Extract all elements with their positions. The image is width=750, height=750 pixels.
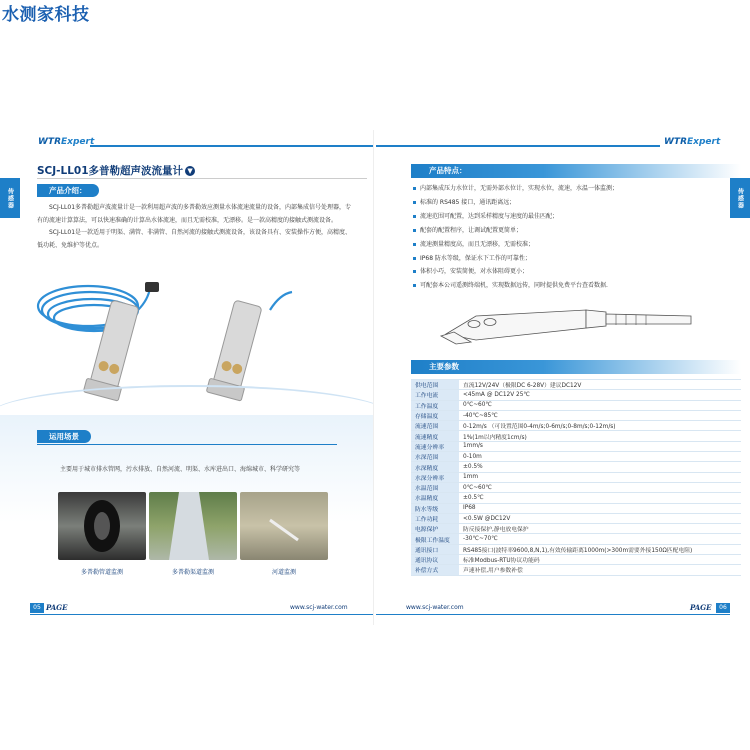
param-name: 通讯接口 bbox=[411, 544, 459, 554]
list-item: 流速测量精度高，而且无漂移，无需校准； bbox=[413, 238, 733, 252]
table-row bbox=[411, 462, 741, 472]
features-list bbox=[413, 182, 733, 293]
list-item: 内部集成压力水位计，无需外部水位计，实现水位，流速，水温一体监测； bbox=[413, 182, 733, 196]
params-title-bar bbox=[411, 360, 741, 374]
param-name: 极限工作温度 bbox=[411, 534, 459, 544]
application-text: 主要用于城市排水管网，污水排放、自然河流、明渠、水库进出口、海绵城市、科学研究等 bbox=[60, 466, 301, 473]
photo-caption: 河道监测 bbox=[271, 569, 296, 576]
product-title bbox=[37, 163, 195, 178]
wtr-logo: WTRExpert bbox=[38, 137, 95, 147]
right-page bbox=[376, 130, 750, 625]
param-value: 0℃~60℃ bbox=[459, 400, 741, 410]
param-value: IP68 bbox=[459, 503, 741, 513]
intro-paragraph: SCJ-LL01多普勒超声波流量计是一款利用超声波的多普勒效应测量水体流速流量的设备，内部集成信号处理器，专有的流速计算算法，可以快速准确的计算出水体流速，而且无需校准，无漂移。是一款高精度的接触式测流设备。 bbox=[37, 204, 352, 224]
table-row bbox=[411, 493, 741, 503]
param-value: 1%(1m以内精度1cm/s) bbox=[459, 431, 741, 441]
param-value: 0℃~60℃ bbox=[459, 482, 741, 492]
list-item: 配套的配置程序，让调试配置更简单； bbox=[413, 224, 733, 238]
intro-paragraph: SCJ-LL01是一款适用于明渠、满管、非满管、自然河流的接触式测流设备，该设备具有、安装操作方便，高精度、低功耗、免维护等优点。 bbox=[37, 229, 352, 249]
river-photo bbox=[240, 492, 328, 560]
param-name: 存储温度 bbox=[411, 410, 459, 420]
param-name: 水深精度 bbox=[411, 462, 459, 472]
param-name: 防水等级 bbox=[411, 503, 459, 513]
table-row bbox=[411, 431, 741, 441]
side-tab: 传感器 bbox=[0, 178, 20, 218]
table-row bbox=[411, 421, 741, 431]
param-value: 直流12V/24V（极限DC 6-28V）建议DC12V bbox=[459, 380, 741, 390]
table-row bbox=[411, 452, 741, 462]
table-row bbox=[411, 441, 741, 451]
param-value: RS485接口(波特率9600,8,N,1),有效传输距离1000m(>300m需要外接150Ω匹配电阻) bbox=[459, 544, 741, 554]
param-name: 水深范围 bbox=[411, 452, 459, 462]
param-name: 工作电流 bbox=[411, 390, 459, 400]
side-tab: 传感器 bbox=[730, 178, 750, 218]
table-row bbox=[411, 513, 741, 523]
param-value: 声速补偿,用户参数补偿 bbox=[459, 565, 741, 575]
param-name: 补偿方式 bbox=[411, 565, 459, 575]
list-item: IP68 防水等级，保证水下工作的可靠性； bbox=[413, 252, 733, 266]
table-row bbox=[411, 534, 741, 544]
application-rule bbox=[37, 444, 337, 445]
table-row bbox=[411, 400, 741, 410]
footer-rule bbox=[30, 614, 374, 615]
intro-text bbox=[37, 202, 357, 252]
table-row bbox=[411, 472, 741, 482]
table-row bbox=[411, 410, 741, 420]
product-title-text: SCJ-LL01多普勒超声波流量计 bbox=[37, 165, 184, 177]
param-value: -40℃~85℃ bbox=[459, 410, 741, 420]
header-rule bbox=[90, 145, 374, 147]
table-row bbox=[411, 524, 741, 534]
params-table bbox=[411, 379, 741, 576]
brochure-spread bbox=[0, 130, 750, 625]
list-item: 体积小巧，安装简便，对水体阻碍更小； bbox=[413, 265, 733, 279]
intro-heading: 产品介绍： bbox=[37, 184, 99, 197]
table-row bbox=[411, 482, 741, 492]
header-rule bbox=[376, 145, 660, 147]
table-row bbox=[411, 555, 741, 565]
param-value: 标准Modbus-RTU协议功能码 bbox=[459, 555, 741, 565]
param-name: 流速范围 bbox=[411, 421, 459, 431]
page-number: 05 bbox=[30, 603, 44, 613]
table-row bbox=[411, 390, 741, 400]
params-heading: 主要参数 bbox=[429, 362, 459, 371]
page-word: PAGE bbox=[46, 603, 68, 612]
param-value: ±0.5% bbox=[459, 462, 741, 472]
param-value: 0-10m bbox=[459, 452, 741, 462]
page-number: 06 bbox=[716, 603, 730, 613]
wtr-logo: WTRExpert bbox=[664, 137, 721, 147]
table-row bbox=[411, 380, 741, 390]
pipe-photo bbox=[58, 492, 146, 560]
list-item: 标准的 RS485 接口，通讯距离远； bbox=[413, 196, 733, 210]
title-divider bbox=[37, 178, 367, 179]
param-value: <0.5W @DC12V bbox=[459, 513, 741, 523]
table-row bbox=[411, 503, 741, 513]
param-name: 工作温度 bbox=[411, 400, 459, 410]
param-name: 供电范围 bbox=[411, 380, 459, 390]
param-name: 水温范围 bbox=[411, 482, 459, 492]
channel-photo bbox=[149, 492, 237, 560]
list-item: 可配套本公司遥测终端机，实现数据远传，同时提供免费平台查看数据. bbox=[413, 279, 733, 293]
table-row bbox=[411, 544, 741, 554]
application-heading: 运用场景 bbox=[37, 430, 91, 443]
left-header bbox=[0, 135, 374, 157]
right-footer bbox=[376, 603, 750, 615]
chevron-down-icon: ▼ bbox=[185, 166, 195, 176]
table-row bbox=[411, 565, 741, 575]
param-name: 电源保护 bbox=[411, 524, 459, 534]
param-value: 防反接保护,静电放电保护 bbox=[459, 524, 741, 534]
footer-url[interactable]: www.scj-water.com bbox=[406, 604, 464, 611]
watermark: 水测家科技 bbox=[2, 5, 90, 25]
param-value: 1mm bbox=[459, 472, 741, 482]
param-name: 工作功耗 bbox=[411, 513, 459, 523]
param-value: ±0.5℃ bbox=[459, 493, 741, 503]
param-value: -30℃~70℃ bbox=[459, 534, 741, 544]
features-heading: 产品特点： bbox=[429, 166, 467, 175]
left-footer bbox=[0, 603, 374, 615]
photo-caption: 多普勒渠道监测 bbox=[171, 569, 214, 576]
param-name: 通讯协议 bbox=[411, 555, 459, 565]
param-name: 流速分辨率 bbox=[411, 441, 459, 451]
photo-caption: 多普勒管道监测 bbox=[80, 569, 123, 576]
left-page bbox=[0, 130, 374, 625]
param-name: 水深分辨率 bbox=[411, 472, 459, 482]
param-value: 1mm/s bbox=[459, 441, 741, 451]
footer-rule bbox=[376, 614, 730, 615]
param-name: 水温精度 bbox=[411, 493, 459, 503]
param-value: <45mA @ DC12V 25℃ bbox=[459, 390, 741, 400]
page-word: PAGE bbox=[690, 603, 712, 612]
flowmeter-line-drawing bbox=[436, 296, 696, 356]
param-value: 0-12m/s （可设置范围0-4m/s;0-6m/s;0-8m/s;0-12m/s) bbox=[459, 421, 741, 431]
list-item: 流速范围可配置，达到采样精度与速度的最佳匹配； bbox=[413, 210, 733, 224]
param-name: 流速精度 bbox=[411, 431, 459, 441]
footer-url[interactable]: www.scj-water.com bbox=[290, 604, 348, 611]
right-header bbox=[376, 135, 750, 157]
